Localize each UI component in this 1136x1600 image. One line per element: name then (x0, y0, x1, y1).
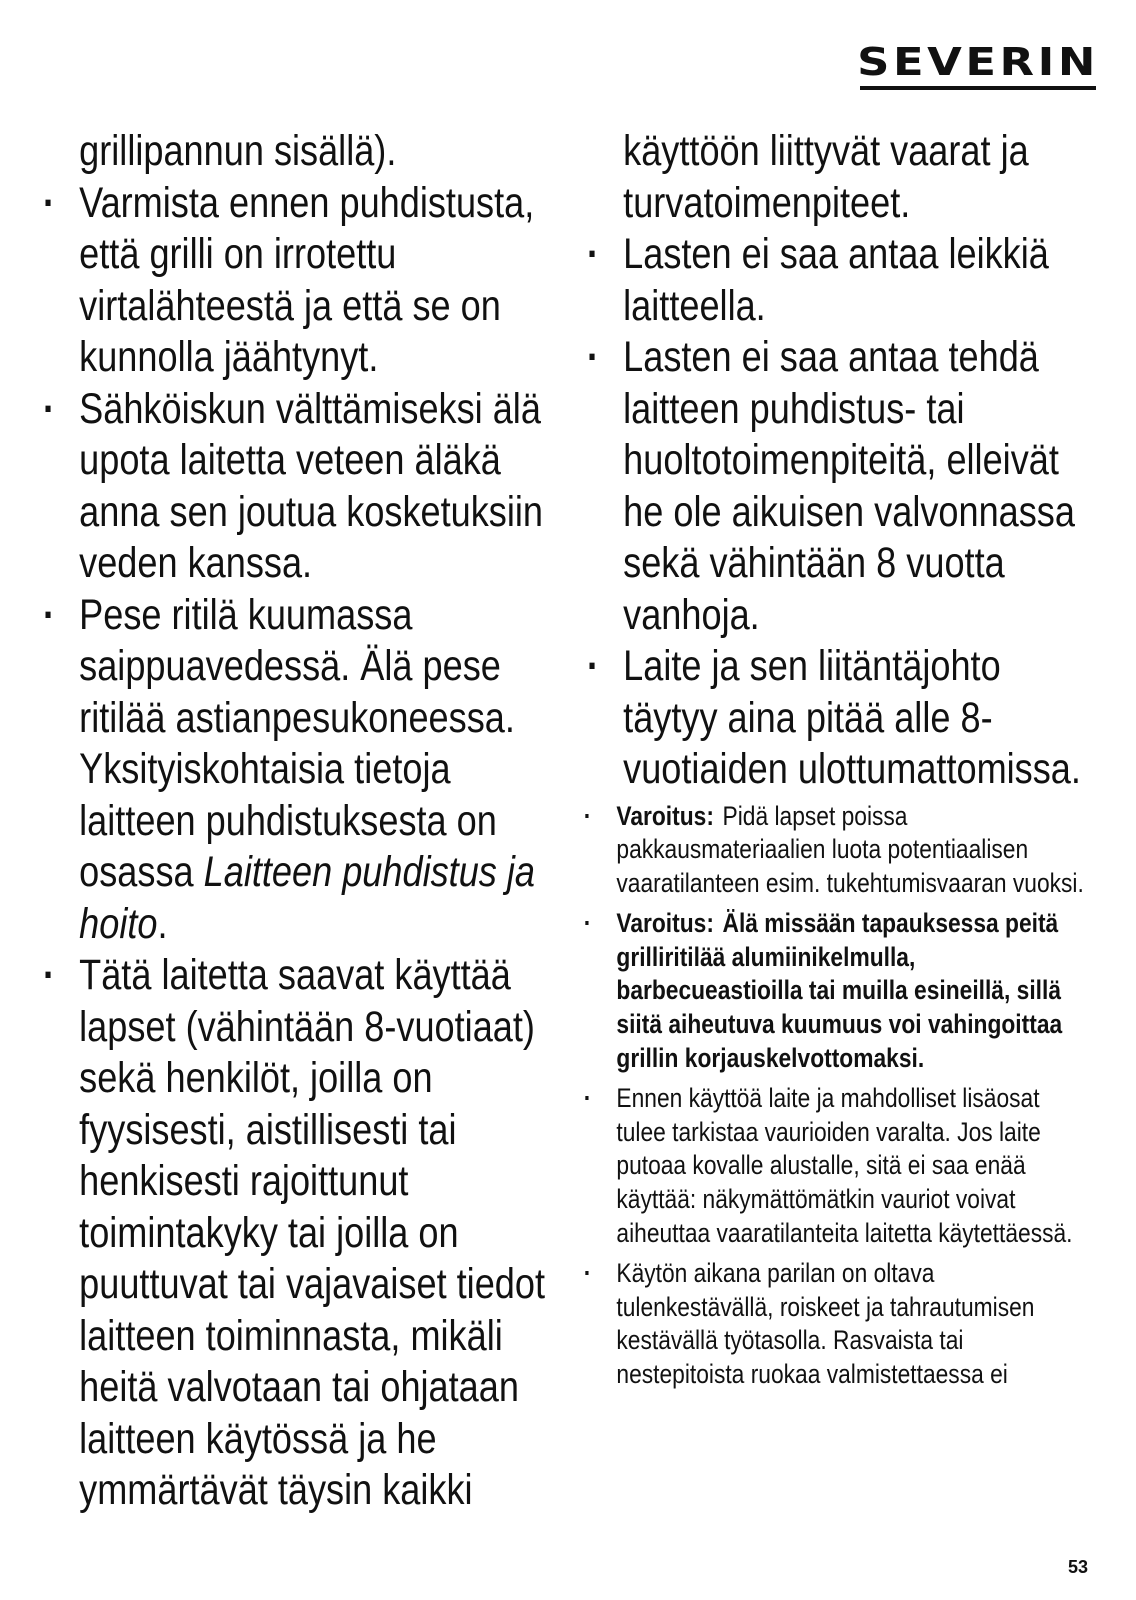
list-item-text: Käytön aikana parilan on oltava tulenkestävällä, roiskeet ja tahrautumisen kestävällä työtasolla. Rasvaista tai nestepitoista ruokaa valmistettaessa ei (616, 1257, 1035, 1390)
warning-label: Varoitus: (616, 800, 714, 831)
list-item (582, 1082, 1091, 1251)
right-column (582, 126, 1092, 1392)
right-column-small-text (582, 800, 1091, 1393)
warning-item (582, 800, 1091, 901)
list-item-continuation (38, 126, 558, 178)
list-item (38, 950, 558, 1517)
list-item (38, 590, 558, 951)
warning-item (582, 907, 1091, 1076)
section-reference: Laitteen puhdistus ja hoito (79, 848, 536, 948)
list-item-text: grillipannun sisällä). (79, 127, 397, 175)
left-column-text (38, 126, 558, 1517)
list-item (582, 229, 1092, 332)
page-number: 53 (1067, 1557, 1088, 1577)
brand-name: SEVERIN (857, 40, 1099, 84)
list-item (582, 641, 1092, 796)
list-item (38, 384, 558, 590)
warning-text: Pidä lapset poissa pakkausmateriaalien luota potentiaalisen vaaratilanteen esim. tukehtumisvaaran vuoksi. (616, 800, 1084, 899)
list-item-text: Pese ritilä kuumassa saippuavedessä. Älä pese ritilää astianpesukoneessa. Yksityiskohtaisia tietoja laitteen puhdistuksesta on osassa (79, 590, 515, 896)
list-item-text: Lasten ei saa antaa tehdä laitteen puhdistus- tai huoltotoimenpiteitä, elleivät he ole aikuisen valvonnassa sekä vähintään 8 vuotta vanhoja. (623, 333, 1075, 639)
list-item-text: Lasten ei saa antaa leikkiä laitteella. (623, 230, 1049, 330)
list-item-text: käyttöön liittyvät vaarat ja turvatoimenpiteet. (623, 127, 1029, 227)
brand-underline (860, 86, 1096, 90)
warning-text: Älä missään tapauksessa peitä grilliritilää alumiinikelmulla, barbecueastioilla tai muilla esineillä, sillä siitä aiheutuva kuumuus voi vahingoittaa grillin korjauskelvottomaksi. (616, 907, 1063, 1074)
list-item-text-end: . (157, 899, 168, 948)
list-item (582, 332, 1092, 641)
list-item-text: Tätä laitetta saavat käyttää lapset (vähintään 8-vuotiaat) sekä henkilöt, joilla on fyysisesti, aistillisesti tai henkisesti rajoittunut toimintakyky tai joilla on puuttuvat tai vajavaiset tiedot laitteen toiminnasta, mikäli heitä valvotaan tai ohjataan laitteen käytössä ja he ymmärtävät täysin kaikki (79, 951, 546, 1514)
list-item (582, 1257, 1091, 1392)
right-column-text (582, 126, 1092, 796)
list-item-text: Varmista ennen puhdistusta, että grilli on irrotettu virtalähteestä ja että se on kunnolla jäähtynyt. (79, 178, 535, 381)
warning-label: Varoitus: (616, 907, 714, 938)
list-item-continuation (582, 126, 1092, 229)
list-item (38, 178, 558, 384)
list-item-text: Ennen käyttöä laite ja mahdolliset lisäosat tulee tarkistaa vaurioiden varalta. Jos laite putoaa kovalle alustalle, sitä ei saa enää käyttää: näkymättömätkin vauriot voivat aiheuttaa vaaratilanteita laitetta käytettäessä. (616, 1082, 1073, 1249)
list-item-text: Laite ja sen liitäntäjohto täytyy aina pitää alle 8-vuotiaiden ulottumattomissa. (623, 642, 1081, 793)
left-column (38, 126, 558, 1517)
brand-logo (857, 40, 1099, 90)
list-item-text: Sähköiskun välttämiseksi älä upota laitetta veteen äläkä anna sen joutua kosketuksiin veden kanssa. (79, 384, 544, 587)
